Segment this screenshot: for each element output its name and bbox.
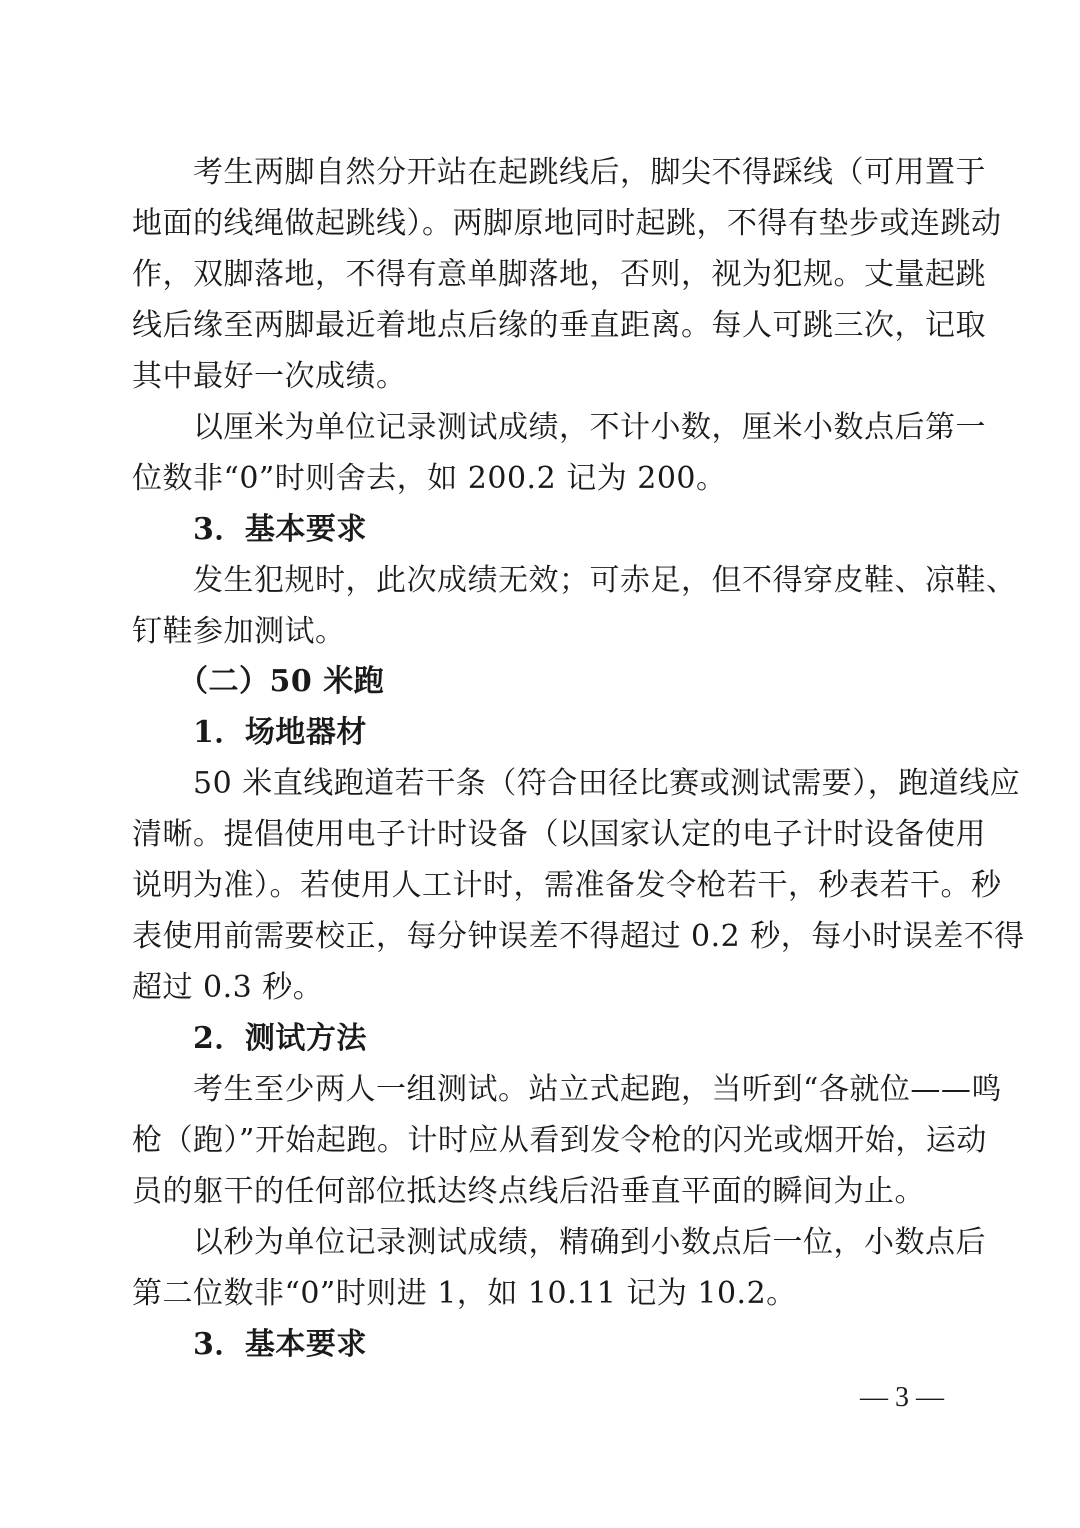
text-line: 考生两脚自然分开站在起跳线后，脚尖不得踩线（可用置于 [132,155,986,190]
text-line: 其中最好一次成绩。 [132,359,407,394]
text-line: 钉鞋参加测试。 [132,614,346,649]
section-heading: （二）50 米跑 [132,664,385,699]
text-line: 线后缘至两脚最近着地点后缘的垂直距离。每人可跳三次，记取 [132,308,986,343]
section-heading: 3．基本要求 [132,1327,367,1362]
text-line: 50 米直线跑道若干条（符合田径比赛或测试需要），跑道线应 [132,766,1021,801]
text-line: 位数非“0”时则舍去，如 200.2 记为 200。 [132,461,727,496]
page-number: — 3 — [860,1382,944,1413]
text-line: 以厘米为单位记录测试成绩，不计小数，厘米小数点后第一 [132,410,986,445]
text-line: 第二位数非“0”时则进 1，如 10.11 记为 10.2。 [132,1276,797,1311]
text-line: 地面的线绳做起跳线）。两脚原地同时起跳，不得有垫步或连跳动 [132,206,1002,241]
text-line: 超过 0.3 秒。 [132,970,324,1005]
text-line: 发生犯规时，此次成绩无效；可赤足，但不得穿皮鞋、凉鞋、 [132,563,1017,598]
section-heading: 3．基本要求 [132,512,367,547]
text-line: 以秒为单位记录测试成绩，精确到小数点后一位，小数点后 [132,1225,986,1260]
text-line: 说明为准）。若使用人工计时，需准备发令枪若干，秒表若干。秒 [132,868,1002,903]
text-line: 考生至少两人一组测试。站立式起跑，当听到“各就位——鸣 [132,1072,1002,1107]
section-heading: 2．测试方法 [132,1021,367,1056]
text-line: 作，双脚落地，不得有意单脚落地，否则，视为犯规。丈量起跳 [132,257,986,292]
text-line: 员的躯干的任何部位抵达终点线后沿垂直平面的瞬间为止。 [132,1174,925,1209]
section-heading: 1．场地器材 [132,715,367,750]
text-line: 表使用前需要校正，每分钟误差不得超过 0.2 秒，每小时误差不得 [132,919,1025,954]
text-line: 清晰。提倡使用电子计时设备（以国家认定的电子计时设备使用 [132,817,986,852]
text-line: 枪（跑）”开始起跑。计时应从看到发令枪的闪光或烟开始，运动 [132,1123,987,1158]
